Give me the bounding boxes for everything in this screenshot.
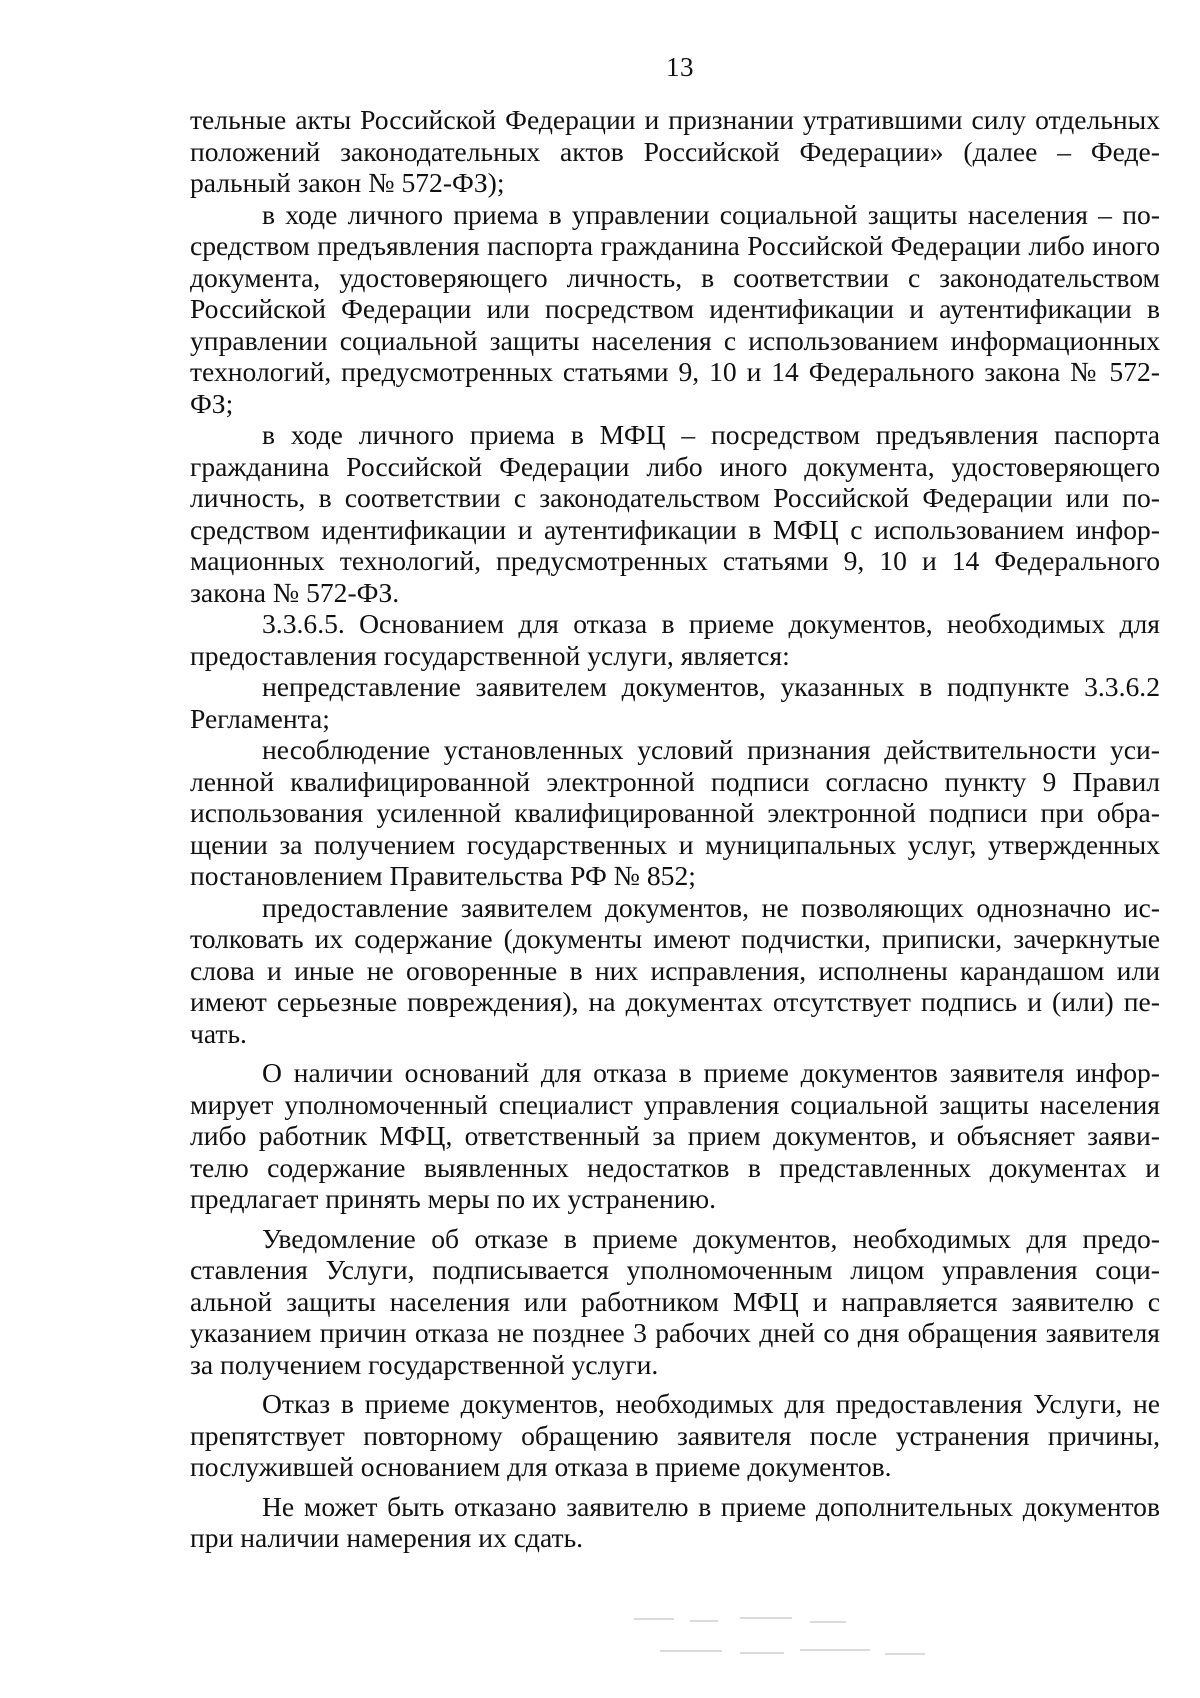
paragraph-notification-of-grounds: О наличии оснований для отказа в приеме документов заявителя информирует уполномоченный специалист управления социальной защиты населения либо работник МФЦ, ответственный за прием документов, и объясняет заявителю содержание выявленных недостатков в представленных документах и предлагает принять меры по их устранению. (190, 1057, 1160, 1214)
page-number: 13 (666, 52, 694, 82)
paragraph-ground-ambiguous-documents: предоставление заявителем документов, не позволяющих однозначно истолковать их содержание (документы имеют подчистки, приписки, зачеркнутые слова и иные не оговоренные в них исправления, исполнены карандашом или имеют серьезные повреждения), на документах отсутствует подпись и (или) печать. (190, 891, 1160, 1049)
document-body (190, 104, 1160, 1554)
paragraph-personal-reception-mfc: в ходе личного приема в МФЦ – посредством предъявления паспорта гражданина Российской Федерации либо иного документа, удостоверяющего личность, в соответствии с законодательством Российской Федерации или посредством идентификации и аутентификации в МФЦ с использованием информационных технологий, предусмотренных статьями 9, 10 и 14 Федерального закона № 572-ФЗ. (190, 419, 1160, 608)
paragraph-personal-reception-social-protection: в ходе личного приема в управлении социальной защиты населения – посредством предъявления паспорта гражданина Российской Федерации либо иного документа, удостоверяющего личность, в соответствии с законодательством Российской Федерации или посредством идентификации и аутентификации в управлении социальной защиты населения с использованием информационных технологий, предусмотренных статьями 9, 10 и 14 Федерального закона № 572-ФЗ; (190, 198, 1160, 419)
paragraph-refusal-notice: Уведомление об отказе в приеме документов, необходимых для предоставления Услуги, подписывается уполномоченным лицом управления социальной защиты населения или работником МФЦ и направляется заявителю с указанием причин отказа не позднее 3 рабочих дней со дня обращения заявителя за получением государственной услуги. (190, 1222, 1160, 1380)
paragraph-additional-documents: Не может быть отказано заявителю в приеме дополнительных документов при наличии намерения их сдать. (190, 1490, 1160, 1553)
paragraph-ground-invalid-signature: несоблюдение установленных условий признания действительности усиленной квалифицированной электронной подписи согласно пункту 9 Правил использования усиленной квалифицированной электронной подписи при обращении за получением государственных и муниципальных услуг, утвержденных постановлением Правительства РФ № 852; (190, 734, 1160, 891)
scan-artifact (630, 1610, 960, 1670)
paragraph-continuation: тельные акты Российской Федерации и признании утратившими силу отдельных положений законодательных актов Российской Федерации» (далее – Федеральный закон № 572-ФЗ); (190, 104, 1160, 198)
paragraph-repeat-application: Отказ в приеме документов, необходимых для предоставления Услуги, не препятствует повторному обращению заявителя после устранения причины, послужившей основанием для отказа в приеме документов. (190, 1388, 1160, 1482)
paragraph-refusal-grounds-heading: 3.3.6.5. Основанием для отказа в приеме документов, необходимых для предоставления государственной услуги, является: (190, 608, 1160, 671)
paragraph-ground-missing-documents: непредставление заявителем документов, указанных в подпункте 3.3.6.2 Регламента; (190, 671, 1160, 734)
